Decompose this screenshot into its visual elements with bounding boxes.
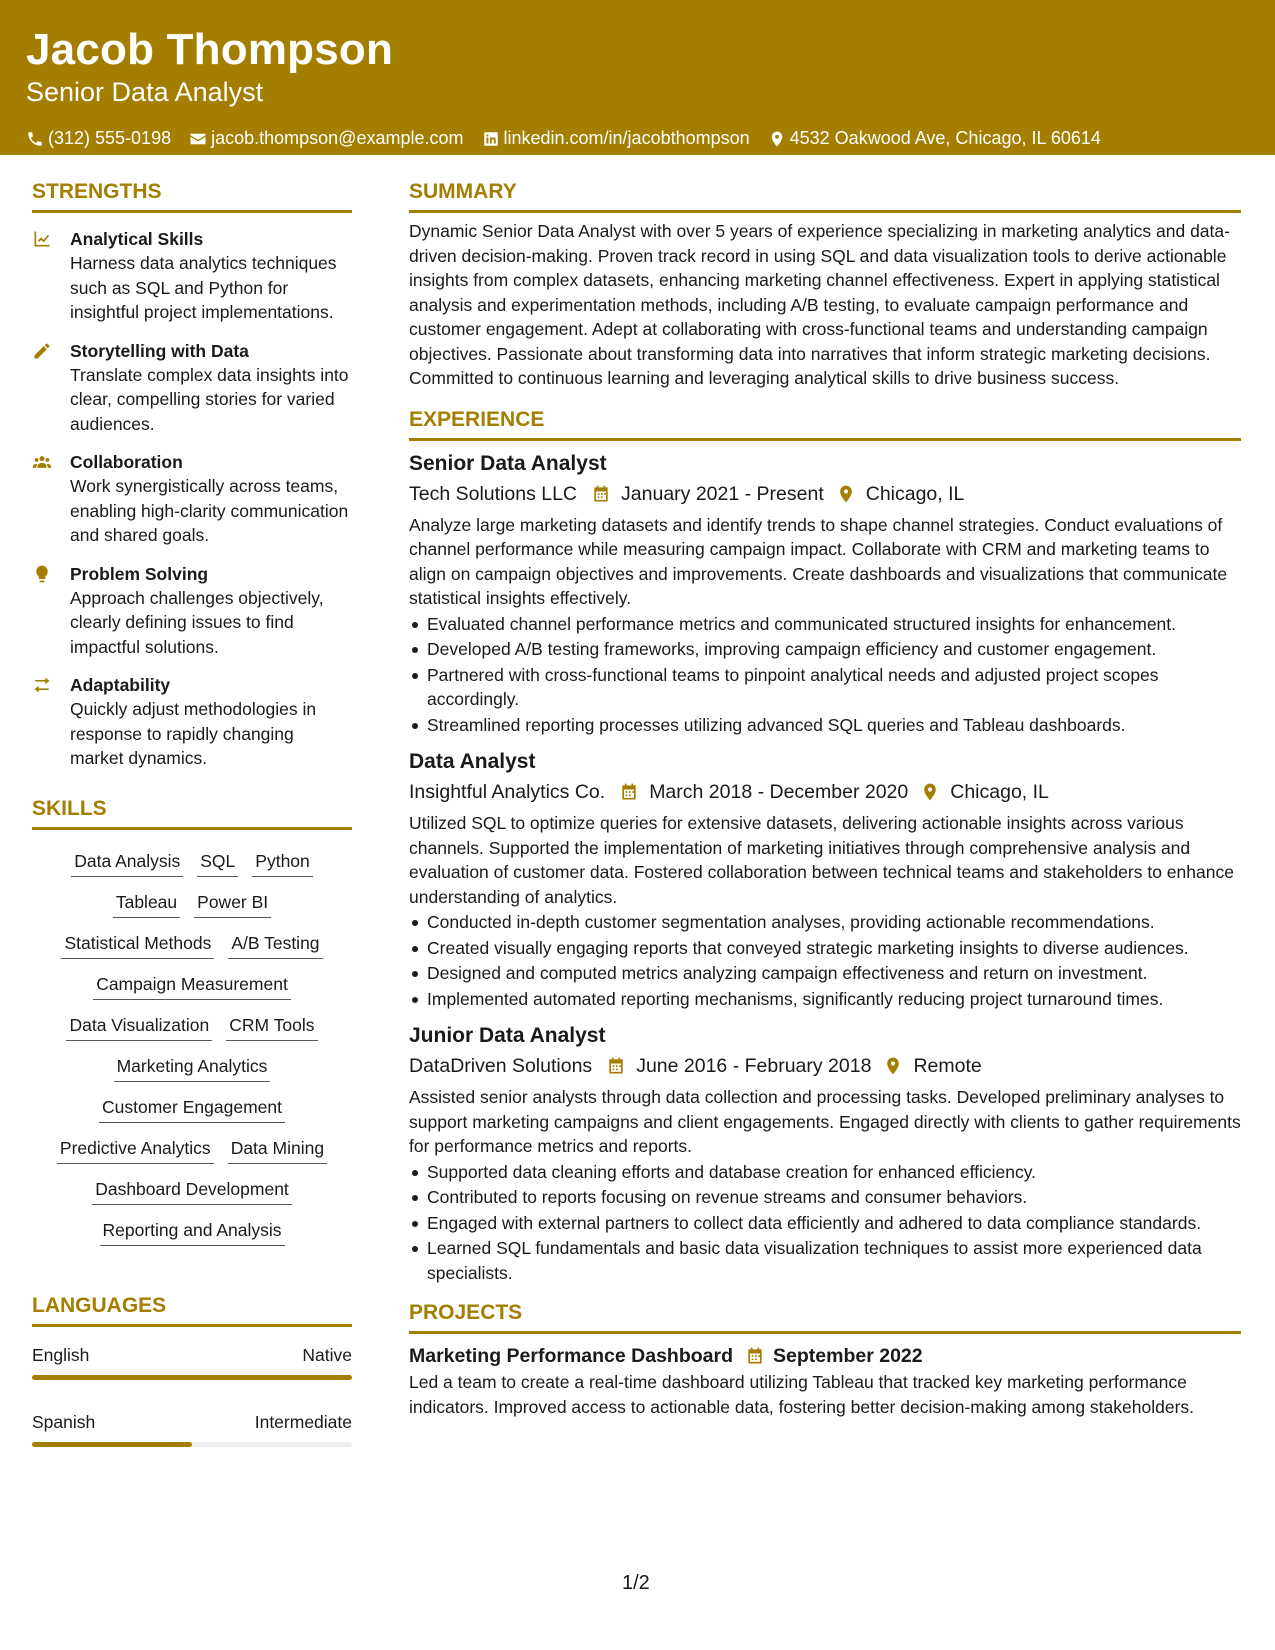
bullet-item: Developed A/B testing frameworks, improving campaign efficiency and customer engagement. xyxy=(409,637,1241,662)
strengths-heading: STRENGTHS xyxy=(32,178,352,213)
location-icon xyxy=(836,484,856,504)
job-entry xyxy=(409,1021,1241,1285)
bullet-item: Contributed to reports focusing on revenue streams and consumer behaviors. xyxy=(409,1185,1241,1210)
strength-item xyxy=(32,339,352,437)
arrows-exchange-icon xyxy=(32,675,52,695)
phone-text: (312) 555-0198 xyxy=(48,128,172,148)
job-entry xyxy=(409,449,1241,738)
location-icon xyxy=(920,782,940,802)
skill-tag: CRM Tools xyxy=(226,1013,317,1041)
resume-header xyxy=(0,0,1275,155)
bullet-item: Learned SQL fundamentals and basic data visualization techniques to assist more experienced data specialists. xyxy=(409,1236,1241,1285)
strength-item xyxy=(32,673,352,771)
address-text: 4532 Oakwood Ave, Chicago, IL 60614 xyxy=(789,128,1101,148)
language-item xyxy=(32,1343,352,1380)
job-bullets xyxy=(409,910,1241,1011)
skill-tag: Tableau xyxy=(113,890,180,918)
job-title: Data Analyst xyxy=(409,750,536,773)
job-location: Chicago, IL xyxy=(865,482,965,505)
right-column xyxy=(409,178,1241,1419)
bullet-item: Supported data cleaning efforts and database creation for enhanced efficiency. xyxy=(409,1160,1241,1185)
phone-icon xyxy=(26,130,44,148)
skill-tag: Dashboard Development xyxy=(92,1177,292,1205)
job-company: Insightful Analytics Co. xyxy=(409,781,606,803)
language-name: English xyxy=(32,1344,90,1365)
email-text: jacob.thompson@example.com xyxy=(211,128,464,148)
skill-tag: Python xyxy=(252,849,312,877)
lightbulb-icon xyxy=(32,564,52,584)
job-dates: January 2021 - Present xyxy=(621,482,824,505)
language-name: Spanish xyxy=(32,1411,96,1432)
job-description: Utilized SQL to optimize queries for extensive datasets, delivering actionable insights across various channels. Supported the implementation of marketing initiatives through comprehensive analysis and evaluation of customer data. Fostered collaboration between technical teams and stakeholders to enhance understanding of analytics. xyxy=(409,813,1234,907)
bullet-item: Conducted in-depth customer segmentation analyses, providing actionable recommendations. xyxy=(409,910,1241,935)
location-icon xyxy=(768,130,786,148)
bullet-item: Created visually engaging reports that conveyed strategic marketing insights to diverse audiences. xyxy=(409,936,1241,961)
strength-desc: Approach challenges objectively, clearly defining issues to find impactful solutions. xyxy=(70,587,324,657)
contact-phone[interactable] xyxy=(26,128,171,149)
skill-tag: Campaign Measurement xyxy=(93,972,291,1000)
bullet-item: Implemented automated reporting mechanisms, significantly reducing project turnaround times. xyxy=(409,987,1241,1012)
job-location: Remote xyxy=(913,1055,982,1077)
job-description: Analyze large marketing datasets and identify trends to shape channel strategies. Conduct evaluations of channel performance while measuring campaign impact. Collaborate with CRM and marketing teams to align on campaign objectives and improvements. Create dashboards and visualizations that communicate statistical insights effectively. xyxy=(409,514,1228,608)
projects-heading: PROJECTS xyxy=(409,1299,1241,1334)
strength-desc: Harness data analytics techniques such as SQL and Python for insightful project implementations. xyxy=(70,253,337,322)
language-bar xyxy=(32,1375,352,1380)
language-bar-fill xyxy=(32,1375,352,1380)
calendar-icon xyxy=(619,782,639,802)
linkedin-icon xyxy=(482,130,500,148)
skill-tag: Predictive Analytics xyxy=(57,1136,214,1164)
bullet-item: Evaluated channel performance metrics and communicated structured insights for enhancement. xyxy=(409,612,1241,637)
strength-desc: Work synergistically across teams, enabling high-clarity communication and shared goals. xyxy=(70,476,349,545)
strength-title: Problem Solving xyxy=(70,563,209,584)
project-header xyxy=(409,1342,1241,1370)
language-level: Intermediate xyxy=(254,1411,352,1432)
calendar-icon xyxy=(591,484,611,504)
job-title: Junior Data Analyst xyxy=(409,1024,606,1047)
languages-heading: LANGUAGES xyxy=(32,1292,352,1327)
strength-title: Analytical Skills xyxy=(70,229,204,249)
project-description: Led a team to create a real-time dashboard utilizing Tableau that tracked key marketing performance indicators. Improved access to actionable data, fostering better decision-making among stakeholders. xyxy=(409,1372,1195,1417)
skill-tag: A/B Testing xyxy=(228,931,322,959)
contact-email[interactable] xyxy=(189,128,463,149)
summary-text: Dynamic Senior Data Analyst with over 5 years of experience specializing in marketing analytics and data-driven decision-making. Proven track record in using SQL and data visualization tools to derive actionable insights from complex datasets, enhancing marketing channel effectiveness. Expert in applying statistical analysis and experimentation methods, including A/B testing, to evaluate campaign performance and customer engagement. Adept at collaborating with cross-functional teams and understanding campaign objectives. Passionate about transforming data into narratives that inform strategic marketing decisions. Committed to continuous learning and leveraging analytical skills to drive business success. xyxy=(409,221,1230,388)
calendar-icon xyxy=(745,1346,765,1366)
bullet-item: Designed and computed metrics analyzing campaign effectiveness and return on investment. xyxy=(409,961,1241,986)
candidate-title: Senior Data Analyst xyxy=(26,77,264,107)
language-level: Native xyxy=(302,1344,352,1365)
language-bar-fill xyxy=(32,1442,192,1447)
language-item xyxy=(32,1410,352,1447)
linkedin-text: linkedin.com/in/jacobthompson xyxy=(503,128,750,148)
pencil-icon xyxy=(32,341,52,361)
strength-title: Adaptability xyxy=(70,675,171,695)
language-bar xyxy=(32,1442,352,1447)
contact-address xyxy=(768,128,1101,149)
job-bullets xyxy=(409,1160,1241,1286)
job-location: Chicago, IL xyxy=(950,781,1049,803)
bullet-item: Partnered with cross-functional teams to pinpoint analytical needs and adjusted project scopes accordingly. xyxy=(409,663,1241,712)
job-company: DataDriven Solutions xyxy=(409,1055,593,1077)
strength-title: Collaboration xyxy=(70,452,183,472)
skill-tag: Customer Engagement xyxy=(99,1095,285,1123)
contact-bar xyxy=(26,128,1249,149)
job-bullets xyxy=(409,612,1241,738)
candidate-name: Jacob Thompson xyxy=(26,25,394,74)
contact-linkedin[interactable] xyxy=(482,128,750,149)
job-description: Assisted senior analysts through data collection and processing tasks. Developed preliminary analyses to support marketing campaigns and client engagements. Engaged directly with clients to gather requirements for performance metrics and reports. xyxy=(409,1087,1241,1156)
skill-tag: Data Analysis xyxy=(71,849,183,877)
skill-tag: Data Mining xyxy=(228,1136,327,1164)
job-entry xyxy=(409,747,1241,1011)
skill-tag: Data Visualization xyxy=(66,1013,212,1041)
project-title: Marketing Performance Dashboard xyxy=(409,1345,734,1367)
location-icon xyxy=(883,1056,903,1076)
bullet-item: Streamlined reporting processes utilizing advanced SQL queries and Tableau dashboards. xyxy=(409,713,1241,738)
project-entry xyxy=(409,1342,1241,1419)
job-company: Tech Solutions LLC xyxy=(409,482,578,505)
skills-list xyxy=(32,836,352,1246)
users-icon xyxy=(32,452,52,472)
skill-tag: Power BI xyxy=(194,890,271,918)
chart-line-icon xyxy=(32,229,52,249)
job-dates: June 2016 - February 2018 xyxy=(636,1055,872,1077)
job-dates: March 2018 - December 2020 xyxy=(649,781,909,803)
project-date: September 2022 xyxy=(773,1345,923,1367)
bullet-item: Engaged with external partners to collect data efficiently and adhered to data compliance standards. xyxy=(409,1211,1241,1236)
email-icon xyxy=(189,130,207,148)
strength-title: Storytelling with Data xyxy=(70,340,249,361)
skill-tag: SQL xyxy=(197,849,238,877)
strength-item xyxy=(32,450,352,548)
job-meta xyxy=(409,777,1241,807)
summary-heading: SUMMARY xyxy=(409,178,1241,213)
strength-item xyxy=(32,227,352,325)
skill-tag: Reporting and Analysis xyxy=(100,1218,285,1246)
skill-tag: Marketing Analytics xyxy=(114,1054,271,1082)
strength-item xyxy=(32,562,352,660)
skill-tag: Statistical Methods xyxy=(61,931,214,959)
strength-desc: Translate complex data insights into clear, compelling stories for varied audiences. xyxy=(70,364,349,434)
page-number: 1/2 xyxy=(622,1572,650,1594)
calendar-icon xyxy=(606,1056,626,1076)
skills-heading: SKILLS xyxy=(32,795,352,830)
job-title: Senior Data Analyst xyxy=(409,451,607,475)
left-column xyxy=(32,178,352,1447)
experience-heading: EXPERIENCE xyxy=(409,406,1241,441)
strength-desc: Quickly adjust methodologies in response to rapidly changing market dynamics. xyxy=(70,699,317,768)
job-meta xyxy=(409,1051,1241,1081)
job-meta xyxy=(409,479,1241,509)
